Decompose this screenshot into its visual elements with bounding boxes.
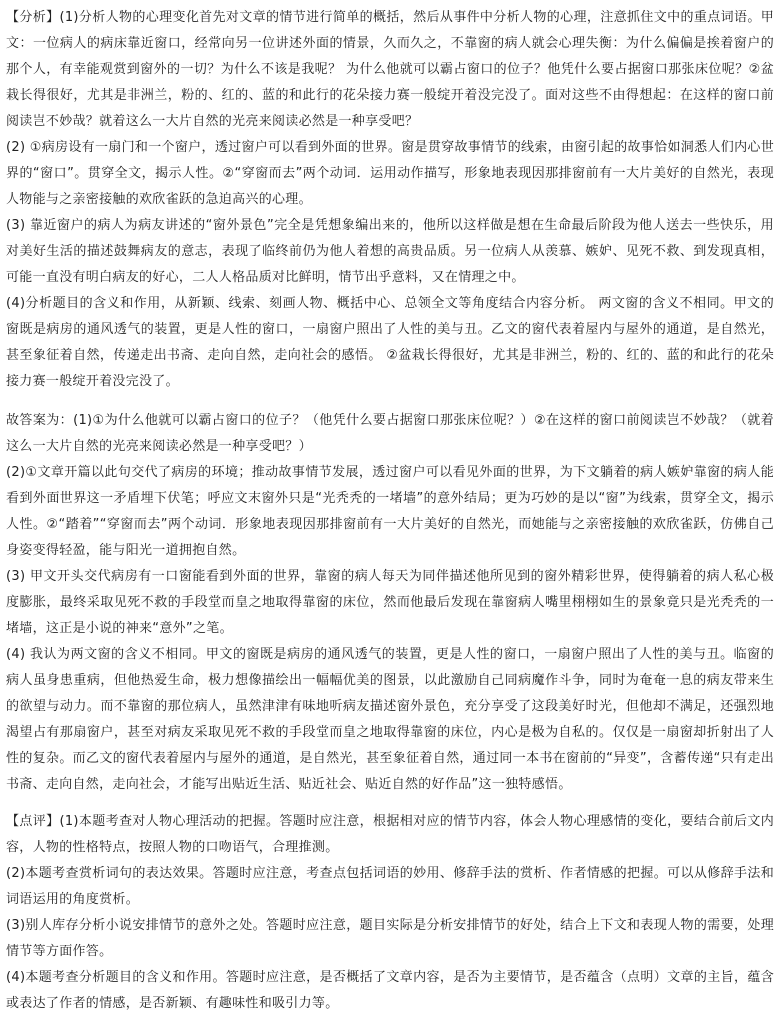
comment-section bbox=[6, 809, 774, 1017]
comment-paragraph-1: 【点评】(1)本题考查对人物心理活动的把握。答题时应注意，根据相对应的情节内容，体会人物心理感情的变化，要结合前后文内容，人物的性格特点，按照人物的口吻语气，合理推测。 bbox=[6, 814, 774, 855]
analysis-paragraph-3: (3) 靠近窗户的病人为病友讲述的“窗外景色”完全是凭想象编出来的，他所以这样做是想在生命最后阶段为他人送去一些快乐，用对美好生活的描述鼓舞病友的意志，表现了临终前仍为他人着想的高贵品质。另一位病人从羡慕、嫉妒、见死不救、到发现真相，可能一直没有明白病友的好心，二人人格品质对比鲜明，情节出乎意料，又在情理之中。 bbox=[6, 218, 774, 285]
section-spacer bbox=[6, 395, 774, 408]
comment-paragraph-2: (2)本题考查赏析词句的表达效果。答题时应注意，考查点包括词语的妙用、修辞手法的赏析、作者情感的把握。可以从修辞手法和词语运用的角度赏析。 bbox=[6, 866, 774, 907]
section-spacer bbox=[6, 798, 774, 809]
answer-paragraph-4: (4) 我认为两文窗的含义不相同。甲文的窗既是病房的通风透气的装置，更是人性的窗口，一扇窗户照出了人性的美与丑。临窗的病人虽身患重病，但他热爱生命，极力想像描绘出一幅幅优美的图景，以此激励自己同病魔作斗争，同时为奄奄一息的病友带来生的欲望与动力。而不靠窗的那位病人，虽然津津有味地听病友描述窗外景色，充分享受了这段美好时光，但他却不满足，还强烈地渴望占有那扇窗户，甚至对病友采取见死不救的手段堂而皇之地取得靠窗的床位，内心是极为自私的。仅仅是一扇窗却折射出了人性的复杂。而乙文的窗代表着屋内与屋外的通道，是自然光，甚至象征着自然，通过同一本书在窗前的“异变”，含蓄传递“只有走出书斋、走向自然，走向社会，才能写出贴近生活、贴近社会、贴近自然的好作品”这一独特感悟。 bbox=[6, 647, 774, 792]
answer-paragraph-1: 故答案为：(1)①为什么他就可以霸占窗口的位子？（他凭什么要占据窗口那张床位呢？）②在这样的窗口前阅读岂不妙哉？（就着这么一大片自然的光亮来阅读必然是一种享受吧？） bbox=[6, 413, 774, 454]
answer-section bbox=[6, 408, 774, 798]
comment-paragraph-4: (4)本题考查分析题目的含义和作用。答题时应注意，是否概括了文章内容，是否为主要情节，是否蕴含（点明）文章的主旨，蕴含或表达了作者的情感，是否新颖、有趣味性和吸引力等。 bbox=[6, 970, 774, 1011]
analysis-paragraph-1: 【分析】(1)分析人物的心理变化首先对文章的情节进行简单的概括，然后从事件中分析人物的心理，注意抓住文中的重点词语。甲文：一位病人的病床靠近窗口，经常向另一位讲述外面的情景，久而久之，不靠窗的病人就会心理失衡：为什么偏偏是挨着窗户的那个人，有幸能观赏到窗外的一切？为什么不该是我呢？ 为什么他就可以霸占窗口的位子？他凭什么要占据窗口那张床位呢？②盆栽长得很好，尤其是非洲兰，粉的、红的、蓝的和此行的花朵接力赛一般绽开着没完没了。面对这些不由得想起：在这样的窗口前阅读岂不妙哉？就着这么一大片自然的光亮来阅读必然是一种享受吧？ bbox=[6, 10, 774, 129]
answer-paragraph-3: (3) 甲文开头交代病房有一口窗能看到外面的世界，靠窗的病人每天为同伴描述他所见到的窗外精彩世界，使得躺着的病人私心极度膨胀，最终采取见死不救的手段堂而皇之地取得靠窗的床位，然而他最后发现在靠窗病人嘴里栩栩如生的景象竟只是光秃秃的一堵墙，这正是小说的神来“意外”之笔。 bbox=[6, 569, 774, 636]
comment-paragraph-3: (3)别人库存分析小说安排情节的意外之处。答题时应注意，题目实际是分析安排情节的好处，结合上下文和表现人物的需要，处理情节等方面作答。 bbox=[6, 918, 774, 959]
answer-paragraph-2: (2)①文章开篇以此句交代了病房的环境；推动故事情节发展，透过窗户可以看见外面的世界，为下文躺着的病人嫉妒靠窗的病人能看到外面世界这一矛盾埋下伏笔；呼应文末窗外只是“光秃秃的一堵墙”的意外结局；更为巧妙的是以“窗”为线索，贯穿全文，揭示人性。②“踏着”“穿窗而去”两个动词．形象地表现因那排窗前有一大片美好的自然光，而她能与之亲密接触的欢欣雀跃，仿佛自己身姿变得轻盈，能与阳光一道拥抱自然。 bbox=[6, 465, 774, 558]
analysis-paragraph-4: (4)分析题目的含义和作用，从新颖、线索、刻画人物、概括中心、总领全文等角度结合内容分析。 两文窗的含义不相同。甲文的窗既是病房的通风透气的装置，更是人性的窗口，一扇窗户照出了人性的美与丑。乙文的窗代表着屋内与屋外的通道，是自然光，甚至象征着自然，传递走出书斋、走向自然，走向社会的感悟。 ②盆栽长得很好，尤其是非洲兰，粉的、红的、蓝的和此行的花朵接力赛一般绽开着没完没了。 bbox=[6, 296, 774, 389]
analysis-paragraph-2: (2) ①病房设有一扇门和一个窗户，透过窗户可以看到外面的世界。窗是贯穿故事情节的线索，由窗引起的故事恰如洞悉人们内心世界的“窗口”。贯穿全文，揭示人性。②“穿窗而去”两个动词．运用动作描写，形象地表现因那排窗前有一大片美好的自然光，表现人物能与之亲密接触的欢欣雀跃的急迫高兴的心理。 bbox=[6, 140, 774, 207]
analysis-section bbox=[6, 5, 774, 395]
